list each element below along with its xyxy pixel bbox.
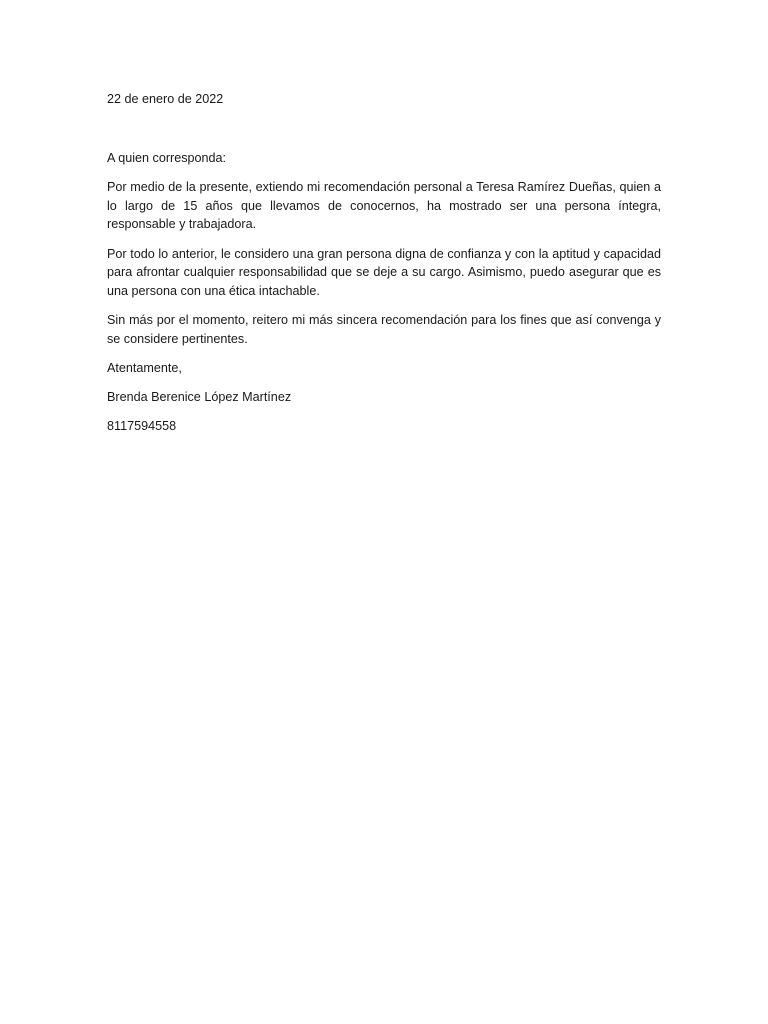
letter-paragraph-2: Por todo lo anterior, le considero una gran persona digna de confianza y con la aptitud y capacidad para afrontar cualquier responsabilidad que se deje a su cargo. Asimismo, puedo asegurar que es una persona con una ética intachable. xyxy=(107,246,661,298)
letter-closing: Atentamente, xyxy=(107,361,182,376)
letter-body xyxy=(107,90,661,447)
letter-salutation: A quien corresponda: xyxy=(107,150,227,165)
letter-date: 22 de enero de 2022 xyxy=(107,92,224,106)
letter-paragraph-1: Por medio de la presente, extiendo mi recomendación personal a Teresa Ramírez Dueñas, quien a lo largo de 15 años que llevamos de conocernos, ha mostrado ser una persona íntegra, responsable y trabajadora. xyxy=(107,179,661,232)
signature-name: Brenda Berenice López Martínez xyxy=(107,390,292,405)
letter-paragraph-3: Sin más por el momento, reitero mi más sincera recomendación para los fines que así convenga y se considere pertinentes. xyxy=(107,313,661,346)
phone-number: 8117594558 xyxy=(107,419,177,434)
